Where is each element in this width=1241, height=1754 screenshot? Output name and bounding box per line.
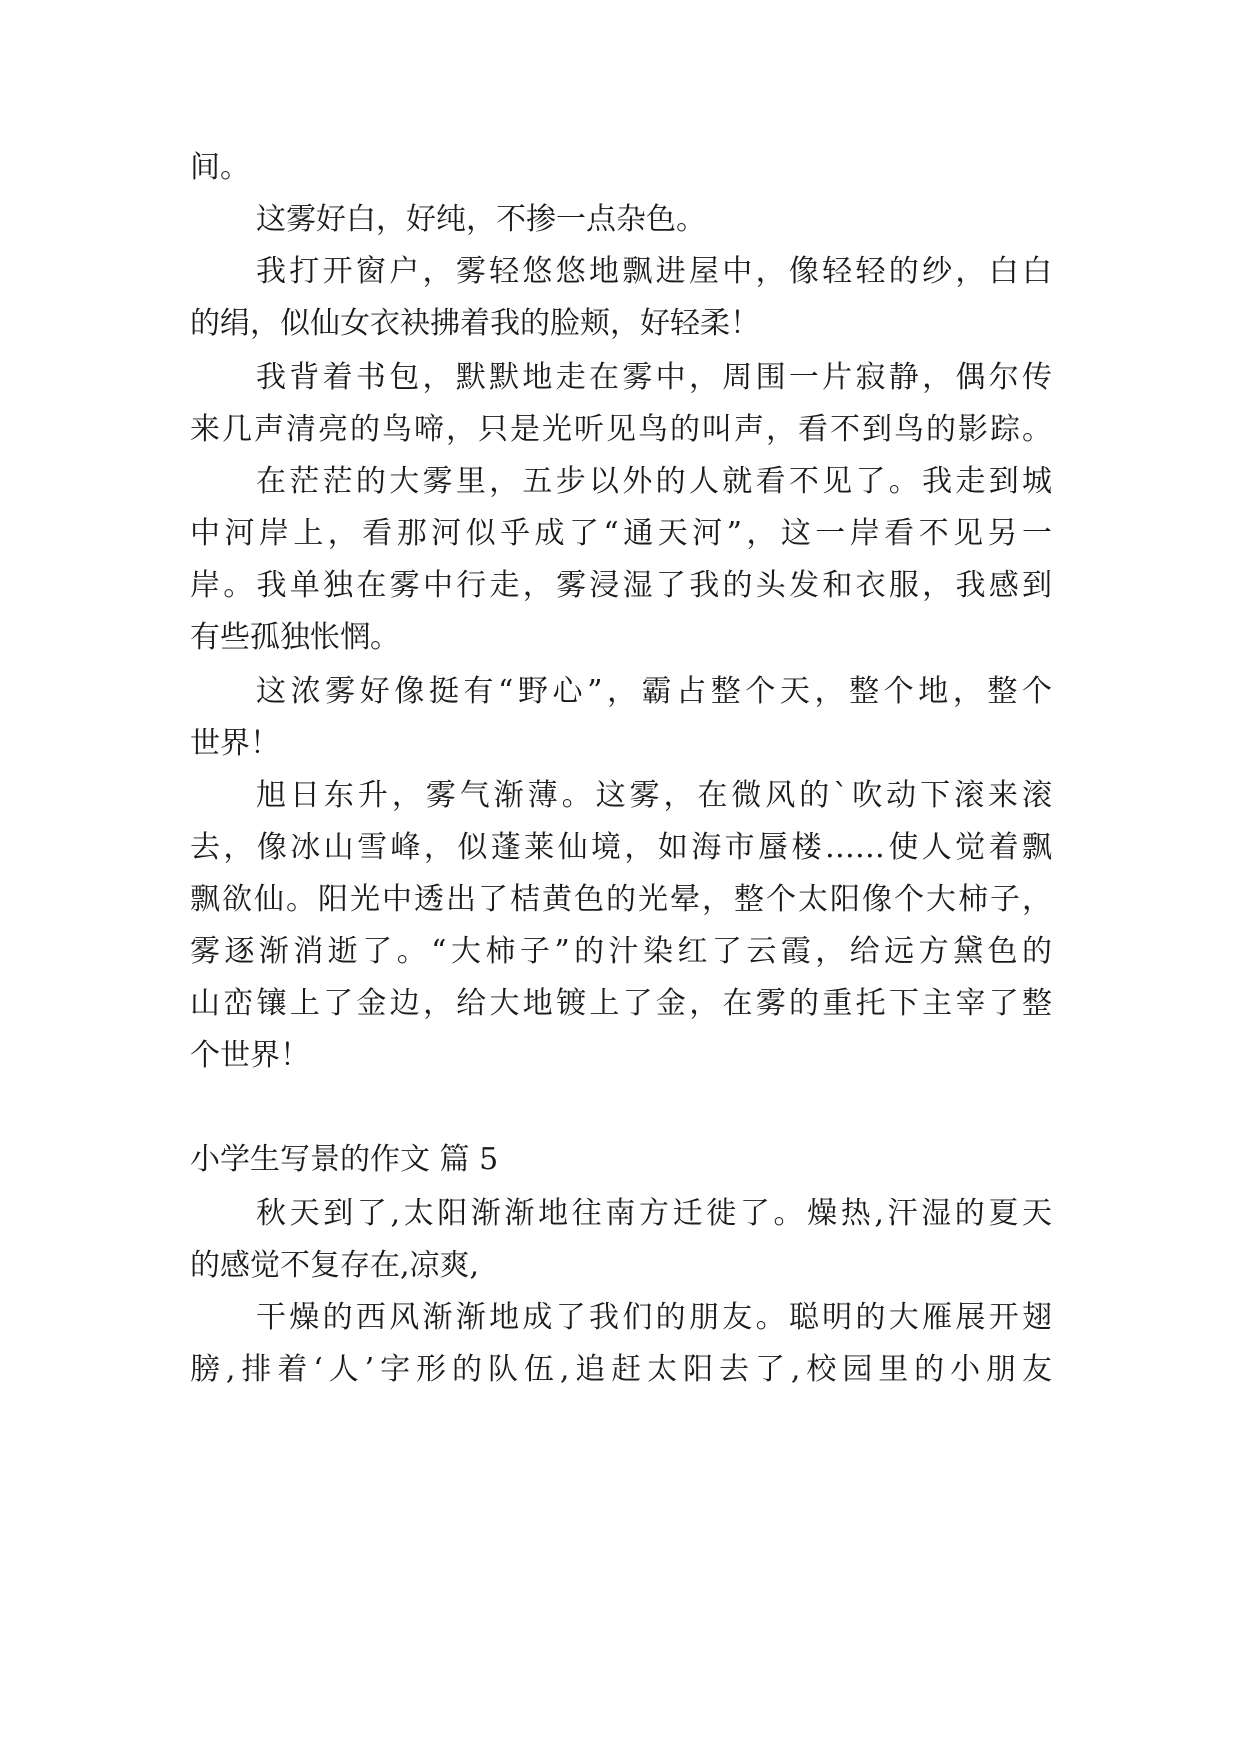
text-line: 去，像冰山雪峰，似蓬莱仙境，如海市蜃楼……使人觉着飘: [190, 830, 1052, 865]
text-line: 雾逐渐消逝了。“大柿子”的汁染红了云霞，给远方黛色的: [190, 934, 1052, 969]
text-line: 中河岸上，看那河似乎成了“通天河”，这一岸看不见另一: [190, 516, 1052, 551]
text-line: 岸。我单独在雾中行走，雾浸湿了我的头发和衣服，我感到: [190, 568, 1052, 603]
text-line: 膀,排着‘人’字形的队伍,追赶太阳去了,校园里的小朋友: [190, 1352, 1052, 1387]
text-line: 飘欲仙。阳光中透出了桔黄色的光晕，整个太阳像个大柿子，: [190, 882, 1052, 917]
text-line: 个世界！: [190, 1038, 310, 1073]
paragraph-line: 这浓雾好像挺有“野心”，霸占整个天，整个地，整个: [256, 674, 1052, 709]
text-line: 世界！: [190, 726, 280, 761]
section-heading: 小学生写景的作文 篇 5: [190, 1142, 499, 1177]
text-line: 间。: [190, 150, 250, 185]
text-line: 的绢，似仙女衣袂拂着我的脸颊，好轻柔！: [190, 306, 760, 341]
text-line: 的感觉不复存在,凉爽,: [190, 1248, 480, 1283]
text-line: 山峦镶上了金边，给大地镀上了金，在雾的重托下主宰了整: [190, 986, 1052, 1021]
paragraph-line: 旭日东升，雾气渐薄。这雾，在微风的`吹动下滚来滚: [256, 778, 1052, 813]
paragraph-line: 在茫茫的大雾里，五步以外的人就看不见了。我走到城: [256, 464, 1052, 499]
paragraph-line: 干燥的西风渐渐地成了我们的朋友。聪明的大雁展开翅: [256, 1300, 1052, 1335]
paragraph-line: 秋天到了,太阳渐渐地往南方迁徙了。燥热,汗湿的夏天: [256, 1196, 1052, 1231]
text-line: 来几声清亮的鸟啼，只是光听见鸟的叫声，看不到鸟的影踪。: [190, 412, 1052, 447]
paragraph-line: 我打开窗户，雾轻悠悠地飘进屋中，像轻轻的纱，白白: [256, 254, 1052, 289]
paragraph-line: 这雾好白，好纯，不掺一点杂色。: [256, 202, 706, 237]
text-line: 有些孤独怅惘。: [190, 620, 400, 655]
paragraph-line: 我背着书包，默默地走在雾中，周围一片寂静，偶尔传: [256, 360, 1052, 395]
